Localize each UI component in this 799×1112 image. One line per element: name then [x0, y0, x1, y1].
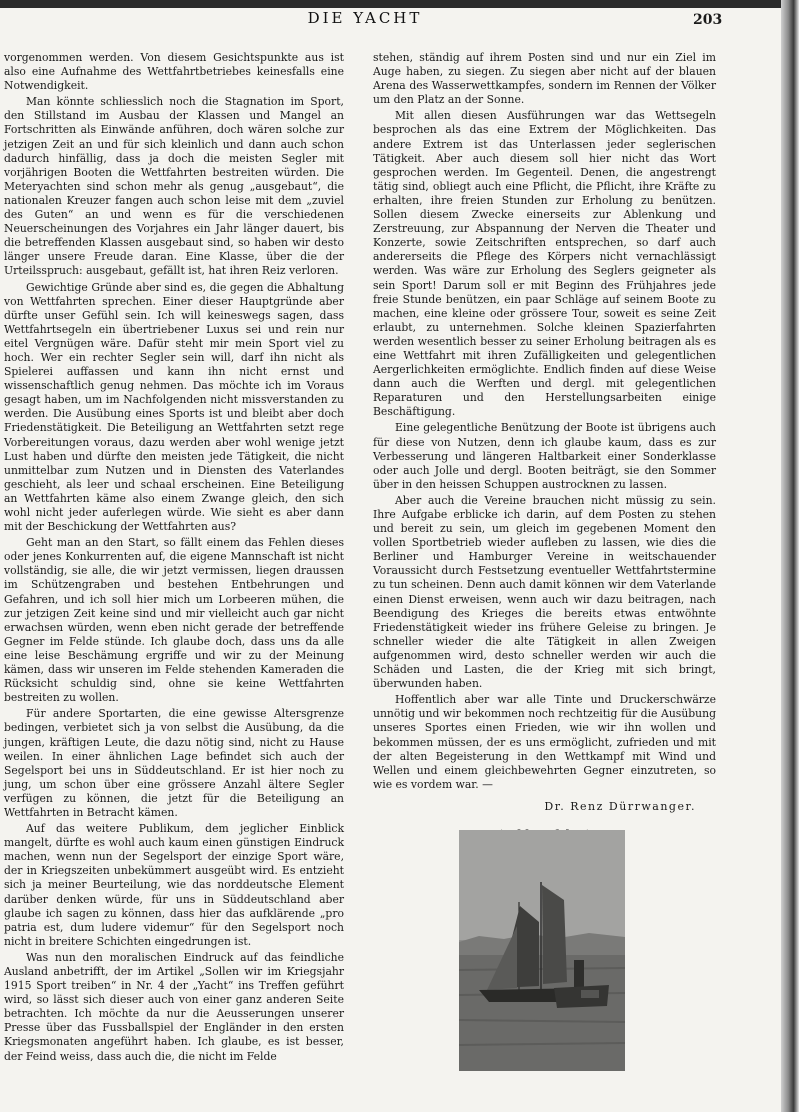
scan-right-edge: [781, 0, 799, 1112]
paragraph: Aber auch die Vereine brauchen nicht müssig zu sein. Ihre Aufgabe erblicke ich darin, auf dem Posten zu stehen und bereit zu sein, um gleich im gegebenen Moment den vollen Sportbetrieb wieder aufleben zu lassen, wie dies die Berliner und Hamburger Vereine in weitschauender Voraussicht durch Festsetzung eventueller Wettfahrtstermine zu tun scheinen. Denn auch damit können wir dem Vaterlande einen Dienst erweisen, wenn auch wir dazu beitragen, nach Beendigung des Krieges die bereits etwas entwöhnte Friedenstätigkeit wieder ins frühere Geleise zu bringen. Je schneller wieder die alte Tätigkeit in allen Zweigen aufgenommen wird, desto schneller werden wir auch die Schäden und Lasten, die der Krieg mit sich bringt, überwunden haben.: [373, 493, 716, 691]
scan-top-border: [0, 0, 799, 8]
paragraph: Mit allen diesen Ausführungen war das Wettsegeln besprochen als das eine Extrem der Möglichkeiten. Das andere Extrem ist das Unterlassen jeder seglerischen Tätigkeit. Aber auch diesem soll hier nicht das Wort gesprochen werden. Im Gegenteil. Denen, die angestrengt tätig sind, obliegt auch eine Pflicht, die Pflicht, ihre Kräfte zu erhalten, ihre freien Stunden zur Erholung zu benützen. Sollen diesem Zwecke einerseits zur Ablenkung und Zerstreuung, zur Abspannung der Nerven die Theater und Konzerte, sowie Zeitschriften entsprechen, so darf auch andererseits die Pflege des Körpers nicht vernachlässigt werden. Was wäre zur Erholung des Seglers geigneter als sein Sport! Darum soll er mit Beginn des Frühjahres jede freie Stunde benützen, ein paar Schläge auf seinem Boote zu machen, eine kleine oder grössere Tour, soweit es seine Zeit erlaubt, zu unternehmen. Solche kleinen Spazierfahrten werden wesentlich besser zu seiner Erholung beitragen als es eine Wettfahrt mit ihren Zufälligkeiten und gelegentlichen Aergerlichkeiten ermöglichte. Endlich finden auf diese Weise dann auch die Werften und dergl. mit gelegentlichen Reparaturen und den Herstellungsarbeiten einige Beschäftigung.: [373, 109, 716, 419]
paragraph: Geht man an den Start, so fällt einem das Fehlen dieses oder jenes Konkurrenten auf, die eigene Mannschaft ist nicht vollständig, sie alle, die wir jetzt vermissen, liegen draussen im Schützengraben und bestehen Entbehrungen und Gefahren, und ich soll hier mich um Lorbeeren mühen, die zur jetzigen Zeit keine sind und mir vielleicht auch gar nicht erwachsen würden, wenn eben nicht gerade der betreffende Gegner im Felde stünde. Ich glaube doch, dass uns da alle eine leise Beschämung ergriffe und wir zu der Meinung kämen, dass wir unseren im Felde stehenden Kameraden die Rücksicht schuldig sind, ohne sie keine Wettfahrten bestreiten zu wollen.: [4, 536, 344, 705]
paragraph: vorgenommen werden. Von diesem Gesichtspunkte aus ist also eine Aufnahme des Wettfahrtbetriebes keinesfalls eine Notwendigkeit.: [4, 51, 344, 93]
author-signature: Dr. Renz Dürrwanger.: [544, 799, 696, 813]
paragraph: Auf das weitere Publikum, dem jeglicher Einblick mangelt, dürfte es wohl auch kaum einen günstigen Eindruck machen, wenn nun der Segelsport der einzige Sport wäre, der in Kriegszeiten unbekümmert ausgeübt wird. Es entzieht sich ja meiner Beurteilung, wie das norddeutsche Element darüber denken würde, für uns in Süddeutschland aber glaube ich sagen zu können, dass hier das aufklärende „pro patria est, dum ludere videmur“ für den Segelsport noch nicht in breitere Schichten eingedrungen ist.: [4, 822, 344, 948]
paragraph: Hoffentlich aber war alle Tinte und Druckerschwärze unnötig und wir bekommen noch rechtzeitig für die Ausübung unseres Sportes einen Frieden, wie wir ihn wollen und bekommen müssen, der es uns ermöglicht, zufrieden und mit der alten Begeisterung in den Wettkampf mit Wind und Wellen und einem gleichbewehrten Gegner einzutreten, so wie es vordem war. —: [373, 693, 716, 791]
paragraph: stehen, ständig auf ihrem Posten sind und nur ein Ziel im Auge haben, zu siegen. Zu siegen aber nicht auf der blauen Arena des Wasserwettkampfes, sondern im Rennen der Völker um den Platz an der Sonne.: [373, 51, 716, 107]
paragraph: Man könnte schliesslich noch die Stagnation im Sport, den Stillstand im Ausbau der Klassen und Mangel an Fortschritten als Einwände anführen, doch wären solche zur jetzigen Zeit an und für sich kleinlich und dann auch schon dadurch hinfällig, dass ja doch die meisten Segler mit vorjährigen Booten die Wettfahrten bestreiten würden. Die Meteryachten sind schon mehr als genug „ausgebaut“, die nationalen Kreuzer fangen auch schon leise mit dem „zuviel des Guten“ an und wenn es für die verschiedenen Neuerscheinungen des Vorjahres ein Jahr länger dauert, bis die betreffenden Klassen ausgebaut sind, so haben wir desto länger unsere Freude daran. Eine Klasse, über die der Urteilsspruch: ausgebaut, gefällt ist, hat ihren Reiz verloren.: [4, 95, 344, 278]
paragraph: Für andere Sportarten, die eine gewisse Altersgrenze bedingen, verbietet sich ja von selbst die Ausübung, da die jungen, kräftigen Leute, die dazu nötig sind, nicht zu Hause weilen. In einer ähnlichen Lage befindet sich auch der Segelsport bei uns in Süddeutschland. Er ist hier noch zu jung, um schon über eine grössere Anzahl ältere Segler verfügen zu können, die jetzt für die Beteiligung an Wettfahrten in Betracht kämen.: [4, 707, 344, 819]
paragraph: Eine gelegentliche Benützung der Boote ist übrigens auch für diese von Nutzen, denn ich glaube kaum, dass es zur Verbesserung und längeren Haltbarkeit einer Sonderklasse oder auch Jolle und dergl. Booten beiträgt, sie den Sommer über in den heissen Schuppen austrocknen zu lassen.: [373, 421, 716, 491]
yacht-illustration: [459, 830, 625, 1071]
right-column: [373, 51, 716, 842]
running-title: DIE YACHT: [307, 9, 423, 27]
left-column: [4, 51, 344, 1066]
paragraph: Was nun den moralischen Eindruck auf das feindliche Ausland anbetrifft, der im Artikel „Sollen wir im Kriegsjahr 1915 Sport treiben“ in Nr. 4 der „Yacht“ ins Treffen geführt wird, so lässt sich dieser auch von einer ganz anderen Seite betrachten. Ich möchte da nur die Aeusserungen unserer Presse über das Fussballspiel der Engländer in den ersten Kriegsmonaten angeführt haben. Ich glaube, es ist besser, der Feind weiss, dass auch die, die nicht im Felde: [4, 950, 344, 1063]
paragraph: Gewichtige Gründe aber sind es, die gegen die Abhaltung von Wettfahrten sprechen. Einer dieser Hauptgründe aber dürfte unser Gefühl sein. Ich will keineswegs sagen, dass Wettfahrtsegeln ein übertriebener Luxus sei und rein nur eitel Vergnügen wäre. Dafür steht mir mein Sport viel zu hoch. Wer ein rechter Segler sein will, darf ihn nicht als Spielerei auffassen und kann ihn nicht ernst und wissenschaftlich genug nehmen. Das möchte ich im Voraus gesagt haben, um im Nachfolgenden nicht missverstanden zu werden. Die Ausübung eines Sports ist und bleibt aber doch Friedenstätigkeit. Die Beteiligung an Wettfahrten setzt rege Vorbereitungen voraus, dazu werden aber wohl wenige jetzt Lust haben und dürfte den meisten jede Tätigkeit, die nicht unmittelbar zum Nutzen und in Diensten des Vaterlandes geschieht, als leer und schaal erscheinen. Eine Beteiligung an Wettfahrten käme also einem Zwange gleich, den sich wohl nicht jeder auferlegen würde. Wie sieht es aber dann mit der Beschickung der Wettfahrten aus?: [4, 280, 344, 534]
page-number: 203: [693, 12, 723, 28]
sailing-yacht-photo: [459, 830, 625, 1071]
